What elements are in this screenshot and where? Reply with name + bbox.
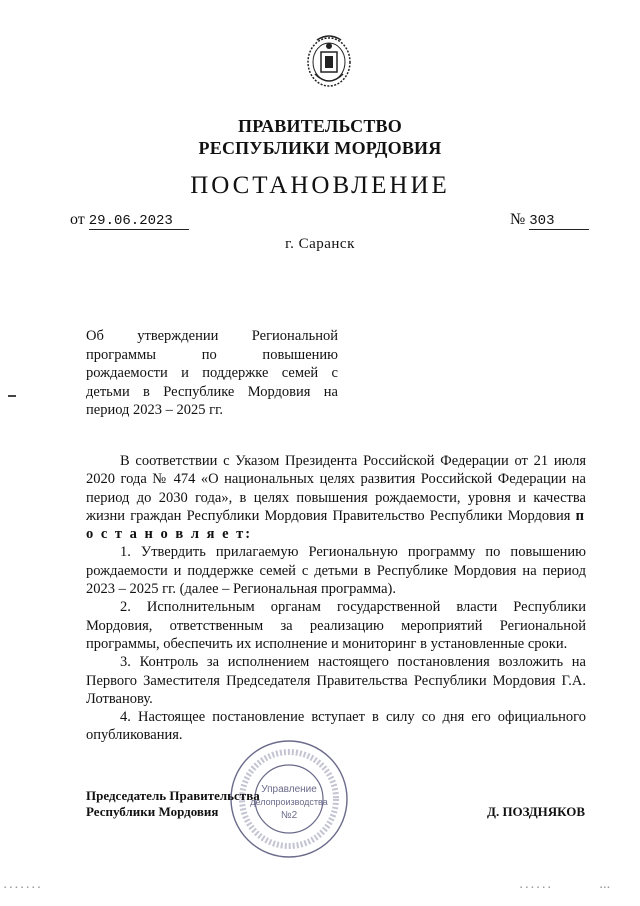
item-1: 1. Утвердить прилагаемую Региональную программу по повышению рождаемости и поддержке семей с детьми в Республике Мордовия на период 2023 – 2025 гг. (далее – Региональная программа). bbox=[86, 544, 586, 598]
city: г. Саранск bbox=[285, 236, 355, 252]
signatory-title-line1: Председатель Правительства bbox=[86, 788, 260, 803]
document-body bbox=[86, 452, 586, 745]
org-name-line2: РЕСПУБЛИКИ МОРДОВИЯ bbox=[198, 138, 442, 158]
footer-scan-mark-right: ▪ ▪ ▪ ▪ ▪ ▪ bbox=[520, 885, 552, 891]
document-number bbox=[510, 211, 589, 230]
stamp-line2: делопроизводства bbox=[250, 797, 328, 807]
signatory-name: Д. ПОЗДНЯКОВ bbox=[487, 804, 586, 819]
preamble-paragraph bbox=[86, 452, 586, 543]
document-subject: Об утверждении Региональной программы по повышению рождаемости и поддержке семей с детьми в Республике Мордовия на период 2023 – 2025 гг. bbox=[86, 328, 338, 418]
org-name-line1: ПРАВИТЕЛЬСТВО bbox=[238, 116, 402, 136]
item-4: 4. Настоящее постановление вступает в силу со дня его официального опубликования. bbox=[86, 709, 586, 744]
item-3: 3. Контроль за исполнением настоящего постановления возложить на Первого Заместителя Председателя Правительства Республики Мордовия Г.А. Лотванову. bbox=[86, 654, 586, 707]
document-date bbox=[70, 211, 189, 230]
document-type: ПОСТАНОВЛЕНИЕ bbox=[190, 172, 450, 199]
date-prefix: от bbox=[70, 211, 85, 228]
number-field bbox=[529, 211, 589, 230]
coat-of-arms-icon bbox=[303, 32, 355, 90]
signatory-title bbox=[86, 788, 260, 820]
signatory-title-line2: Республики Мордовия bbox=[86, 804, 219, 819]
resolves-text: п о с т а н о в л я е т: bbox=[86, 507, 587, 543]
stamp-line1: Управление bbox=[261, 784, 317, 795]
date-field bbox=[89, 211, 189, 230]
number-value: 303 bbox=[529, 213, 555, 229]
item-2: 2. Исполнительным органам государственной власти Республики Мордовия, ответственным за реализацию мероприятий Региональной программы, обеспечить их исполнение и мониторинг в установленные сроки. bbox=[86, 599, 586, 652]
preamble-text: В соответствии с Указом Президента Российской Федерации от 21 июля 2020 года № 474 «О национальных целях развития Российской Федерации на период до 2030 года», в целях повышения рождаемости, уровня и качества жизни граждан Республики Мордовия Правительство Республики Мордовия bbox=[86, 453, 586, 524]
stamp-line3: №2 bbox=[280, 810, 298, 821]
footer-scan-mark-corner: ▪ ▪ ▪ bbox=[600, 885, 610, 891]
footer-scan-mark-left: ▪ ▪ ▪ ▪ ▪ ▪ ▪ bbox=[4, 885, 41, 891]
number-prefix: № bbox=[510, 211, 526, 228]
date-value: 29.06.2023 bbox=[88, 213, 173, 229]
margin-mark bbox=[8, 395, 16, 397]
